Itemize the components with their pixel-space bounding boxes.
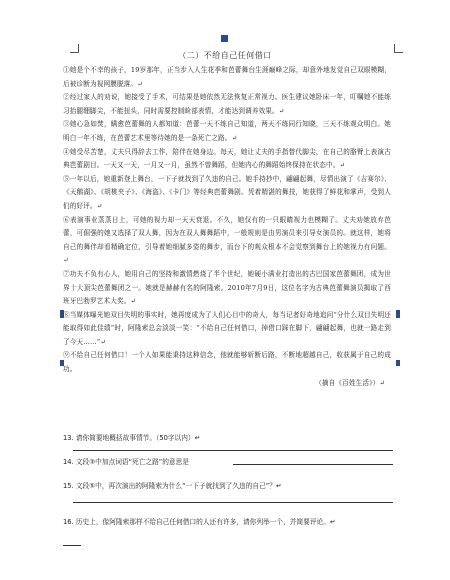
question-14-label: 14. 文段③中加点词语“死亡之路”的意思是 (63, 458, 189, 466)
right-margin-marker-icon (396, 360, 400, 366)
paragraph-2: ②经过家人的劝说，她接受了手术，可结果是她依然无法恢复正常视力。医生建议她卧床一年，叮嘱她不能练习抬腿绷脚尖，不能扭头，同时需要控制睑部表情，才能达到调养效果。↵ (63, 93, 391, 115)
answer-line-16-wrap (63, 537, 393, 551)
question-15 (63, 480, 393, 516)
source-citation: （摘自《百姓生活》）↵ (315, 378, 385, 387)
question-14 (63, 456, 393, 480)
question-16 (63, 516, 393, 546)
paragraph-5: ⑤一年以后，她重新登上舞台，一下子就找到了久违的自己。她手持抄中，翩翩起舞，尽情出演了《吉赛尔》、《天鹅湖》、《胡桃夹子》、《海盗》、《卡门》等经典芭蕾舞剧。凭着精湛的舞技，她获得了鲜花和掌声，受到人们的好评。↵ (63, 174, 391, 210)
question-13-label: 13. 请你简要地概括故事情节。（50字以内）↵ (63, 434, 201, 442)
right-margin-marker-icon (396, 310, 400, 318)
answer-line-15[interactable] (73, 502, 393, 503)
question-list (63, 432, 393, 546)
paragraph-3: ③她心急如焚，瞒愈芭蕾舞的人都知道：芭蕾一天不练自己知道，两天不练同行知晓，三天不练观众明白。她明白一年不练，在芭蕾艺术里等待她的是一条死亡之路。↵ (63, 120, 391, 142)
question-13 (63, 432, 393, 456)
answer-line-16[interactable] (63, 537, 81, 546)
paragraph-7: ⑦功夫不负有心人，她用自己的坚持和激情燃烧了半个世纪，她硬小满业打造出的古巴国家芭蕾舞团，成为世界十大顶尖芭蕾舞团之一。她就是赫赫有名的阿隆索。2010年7月9日，这位名字为古典芭蕾舞演员揭取了西班牙巴勃罗艺术大奖。↵ (63, 269, 391, 306)
anchor-marker-icon (221, 35, 228, 42)
paragraph-8: ⑧当媒体曝光她双目失明的事实时，她再度成为了人们心目中的奇人，每当记者好奇地追问“分什么双目失明还能取得如此佳绩”时，阿隆索总会淡淡一笑：“不给自己任何借口，掉借口踩在脚下，翩翩起舞，也就一路走到了今天……”↵ (63, 310, 391, 346)
answer-line-14[interactable] (233, 464, 393, 465)
document-title: （二）不给自己任何借口 (178, 51, 272, 60)
article-body (63, 64, 391, 390)
question-16-label: 16. 历史上，像阿隆索那样不给自己任何借口的人还有许多，请你列举一个，并简要评论。↵ (63, 518, 336, 526)
answer-line-13[interactable] (73, 450, 393, 451)
paragraph-9: ⑨不给自己任何借口！一个人如果能秉持这种信念，他就能够斩断后路，不断地超越自己，收获属于自己的成功。 (63, 351, 391, 374)
paragraph-6: ⑥表演事业蒸蒸日上，可她的视力却一天天衰退。不久，她仅有的一只眼睛视力也模糊了。丈夫劝她放弃芭蕾，可倔强的她又选择了双人舞，因为在双人舞舞蹈中，一般规则是由男演员来引导女演员的。就这样，她将自己的舞伴却看精确定位，引导着她细腻多姿的舞步，而台下的观众根本不会觉察到舞台上的她视力有问题。↵ (63, 215, 391, 265)
paragraph-1: ①她是个不幸的孩子，19岁那年，正当步入人生花季和芭蕾舞台生涯巅峰之际，却意外地发觉自己双眼模糊，后被诊断为视网膜脱落。↵ (63, 66, 391, 88)
question-15-label: 15. 文段⑤中，再次演出的阿隆索为什么“一下子就找到了久违的自己”？↵ (63, 482, 282, 490)
paragraph-4: ④她受尽苦楚，丈夫只得辞去工作，陪伴在她身边。每天，她让丈夫的手指替代脚尖，在自己的胳臂上表演古典芭蕾剧目。一天又一天，一月又一月，虽然不曾舞蹈，但她内心的舞蹈始终保持在状态中。↵ (63, 147, 391, 170)
